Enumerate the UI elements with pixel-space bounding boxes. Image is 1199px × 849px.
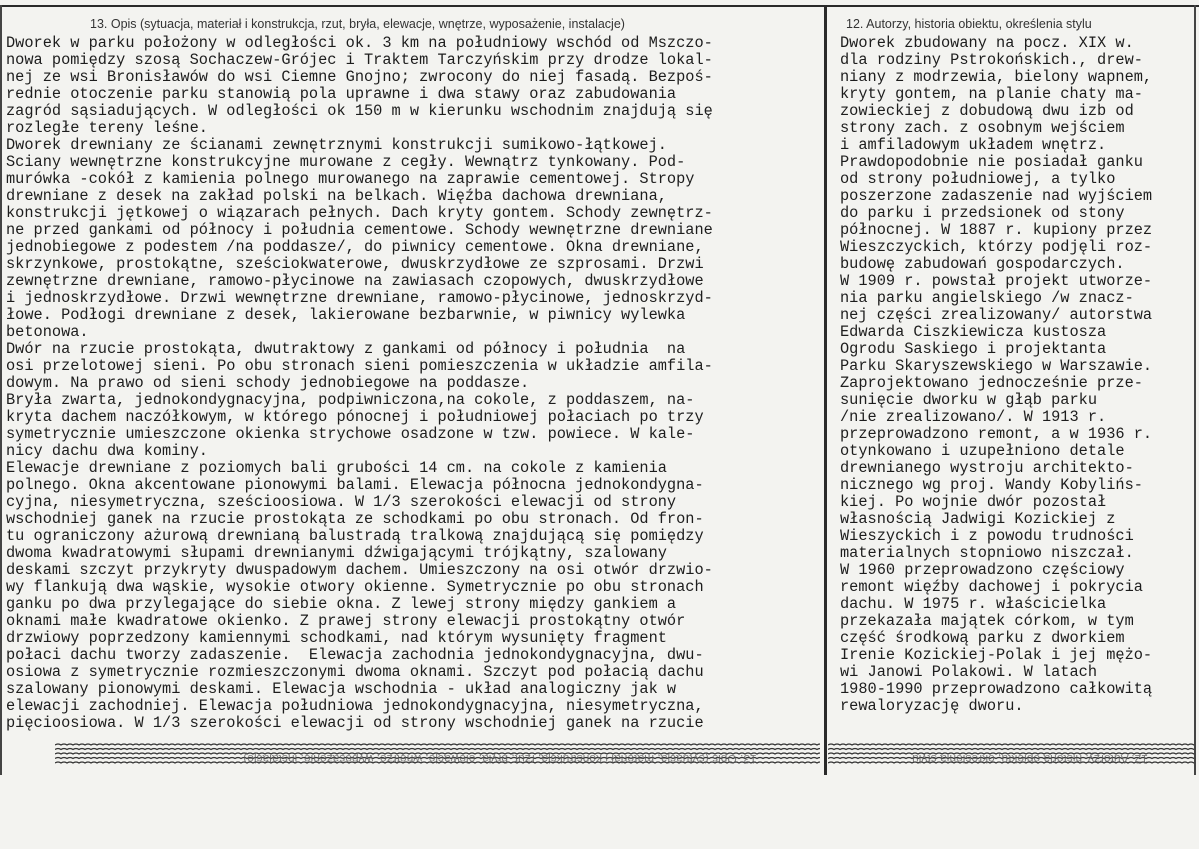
text-line: konstrukcji jętkowej o wiązarach pełnych. Dach kryty gontem. Schody zewnętrz- [6,204,713,222]
text-line: do parku i przedsionek od stony [840,204,1125,222]
text-line: dla rodziny Pstrokońskich., drew- [840,51,1143,69]
text-line: kryty gontem, na planie chaty ma- [840,85,1143,103]
text-line: pięcioosiowa. W 1/3 szerokości elewacji od strony wschodniej ganek na rzucie [6,714,704,732]
text-line: od strony południowej, a tylko [840,170,1116,188]
text-line: deskami szczyt przykryty dwuspadowym dachem. Umieszczony na osi otwór drzwio- [6,561,713,579]
text-line: łowe. Podłogi drewniane z desek, lakierowane bezbarwnie, w piwnicy wylewka [6,306,686,324]
text-line: rednie otoczenie parku stanowią pola uprawne i dwa stawy oraz zabudowania [6,85,677,103]
text-line: dachu. W 1975 r. właścicielka [840,595,1107,613]
text-line: Dworek w parku położony w odległości ok. 3 km na południowy wschód od Mszczo- [6,34,713,52]
text-line: Bryła zwarta, jednokondygnacyjna, podpiwniczona,na cokole, z poddaszem, na- [6,391,695,409]
text-line: Prawdopodobnie nie posiadał ganku [840,153,1143,171]
text-line: i jednoskrzydłowe. Drzwi wewnętrzne drewniane, ramowo-płycinowe, jednoskrzyd- [6,289,713,307]
text-line: nowa pomiędzy szosą Sochaczew-Grójec i Traktem Tarczyńskim przy drodze lokal- [6,51,713,69]
text-line: symetrycznie umieszczone okienka strychowe osadzone w tzw. powiece. W kale- [6,425,695,443]
left-rule [0,5,2,775]
mirrored-heading-left: 13. Opis (sytuacja, materiał i konstrukcja, rzut, bryła, elewacje, wnętrze, wyposażenie, instalacje) [243,752,757,766]
text-line: materialnych stopniowo niszczał. [840,544,1134,562]
text-line: wi Janowi Polakowi. W latach [840,663,1098,681]
text-line: W 1960 przeprowadzono częściowy [840,561,1125,579]
text-line: połaci dachu tworzy zadaszenie. Elewacja zachodnia jednokondygnacyjna, dwu- [6,646,704,664]
text-line: W 1909 r. powstał projekt utworze- [840,272,1153,290]
text-line: murówka -cokół z kamienia polnego murowanego na zaprawie cementowej. Stropy [6,170,695,188]
text-line: osi przelotowej sieni. Po obu stronach sieni pomieszczenia w układzie amfila- [6,357,713,375]
wave-line [55,744,820,745]
text-line: Wieszyckich i z powodu trudności [840,527,1134,545]
text-line: strony zach. z osobnym wejściem [840,119,1125,137]
text-line: poszerzone zadaszenie nad wyjściem [840,187,1153,205]
text-line: Zaprojektowano jednocześnie prze- [840,374,1143,392]
text-line: Parku Skaryszewskiego w Warszawie. [840,357,1153,375]
text-line: część środkową parku z dworkiem [840,629,1125,647]
text-line: Ogrodu Saskiego i projektanta [840,340,1107,358]
text-line: tu ograniczony ażurową drewnianą balustradą tralkową znajdującą się pomiędzy [6,527,704,545]
text-line: nicy dachu dwa kominy. [6,442,208,460]
text-line: ne przed gankami od północy i południa cementowe. Schody wewnętrzne drewniane [6,221,713,239]
text-line: szalowany pionowymi deskami. Elewacja wschodnia - układ analogiczny jak w [6,680,677,698]
text-line: betonowa. [6,323,89,341]
text-line: oknami małe kwadratowe okienko. Z prawej strony elewacji prostokątny otwór [6,612,686,630]
text-line: Dwór na rzucie prostokąta, dwutraktowy z gankami od północy i południa na [6,340,686,358]
text-line: elewacji zachodniej. Elewacja południowa jednokondygnacyjna, niesymetryczna, [6,697,704,715]
text-line: przeprowadzono remont, a w 1936 r. [840,425,1153,443]
text-line: Sciany wewnętrzne konstrukcyjne murowane z cegły. Wewnątrz tynkowany. Pod- [6,153,686,171]
text-line: zagród sąsiadujących. W odległości ok 150 m w kierunku wschodnim znajdują się [6,102,713,120]
text-line: nej ze wsi Bronisławów do wsi Ciemne Gnojno; zwrocony do niej fasadą. Bezpoś- [6,68,713,86]
text-line: niany z modrzewia, bielony wapnem, [840,68,1153,86]
text-line: remont więźby dachowej i pokrycia [840,578,1143,596]
text-line: drewniane z desek na zakład polski na belkach. Więźba dachowa drewniana, [6,187,667,205]
wave-line [828,749,1194,750]
text-line: Irenie Kozickiej-Polak i jej mężo- [840,646,1153,664]
text-line: nia parku angielskiego /w znacz- [840,289,1134,307]
text-line: drewnianego wystroju architekto- [840,459,1134,477]
description-heading: 13. Opis (sytuacja, materiał i konstrukcja, rzut, bryła, elewacje, wnętrze, wyposażenie, instalacje) [90,17,625,31]
text-line: osiowa z symetrycznie rozmieszczonymi dwoma oknami. Szczyt pod połacią dachu [6,663,704,681]
text-line: 1980-1990 przeprowadzono całkowitą [840,680,1153,698]
text-line: ganku po dwa przylegające do siebie okna. Z lewej strony między gankiem a [6,595,677,613]
text-line: rozległe tereny leśne. [6,119,208,137]
history-text [840,35,1194,715]
text-line: Edwarda Ciszkiewicza kustosza [840,323,1107,341]
column-divider [824,5,827,775]
text-line: Elewacje drewniane z poziomych bali grubości 14 cm. na cokole z kamienia [6,459,667,477]
text-line: nicznego wg proj. Wandy Kobylińs- [840,476,1143,494]
history-heading: 12. Autorzy, historia obiektu, określenia stylu [846,17,1092,31]
text-line: zewnętrzne drewniane, ramowo-płycinowe na zawiasach czopowych, dwuskrzydłowe [6,272,704,290]
text-line: dowym. Na prawo od sieni schody jednobiegowe na poddasze. [6,374,530,392]
text-line: rewaloryzację dworu. [840,697,1024,715]
wave-line [55,749,820,750]
text-line: cyjna, niesymetryczna, sześcioosiowa. W 1/3 szerokości elewacji od strony [6,493,677,511]
text-line: jednobiegowe z podestem /na poddasze/, do piwnicy cementowe. Okna drewniane, [6,238,704,256]
text-line: skrzynkowe, prostokątne, sześciokwaterowe, dwuskrzydłowe ze szprosami. Drzwi [6,255,704,273]
text-line: Dworek zbudowany na pocz. XIX w. [840,34,1134,52]
text-line: przekazała majątek córkom, w tym [840,612,1134,630]
mirrored-heading-right: 12. Autorzy, historia obiektu, określenia stylu [912,752,1148,766]
top-rule [0,5,1199,7]
right-rule [1194,5,1196,775]
text-line: dwoma kwadratowymi słupami drewnianymi dźwigającymi trójkątny, szalowany [6,544,667,562]
text-line: kryta dachem naczółkowym, w którego pónocnej i południowej połaciach po trzy [6,408,704,426]
text-line: własnością Jadwigi Kozickiej z [840,510,1116,528]
text-line: nej części zrealizowany/ autorstwa [840,306,1153,324]
text-line: otynkowano i uzupełniono detale [840,442,1125,460]
text-line: kiej. Po wojnie dwór pozostał [840,493,1107,511]
text-line: sunięcie dworku w głąb parku [840,391,1098,409]
text-line: budowę zabudowań gospodarczych. [840,255,1125,273]
text-line: wy flankują dwa wąskie, wysokie otwory okienne. Symetrycznie po obu stronach [6,578,704,596]
text-line: i amfiladowym układem wnętrz. [840,136,1107,154]
text-line: zowieckiej z dobudową dwu izb od [840,102,1134,120]
description-text [6,35,824,732]
text-line: drzwiowy poprzedzony kamiennymi schodkami, nad którym wysunięty fragment [6,629,667,647]
text-line: polnego. Okna akcentowane pionowymi balami. Elewacja północna jednokondygna- [6,476,704,494]
wave-line [828,744,1194,745]
text-line: wschodniej ganek na rzucie prostokąta ze schodkami po obu stronach. Od fron- [6,510,704,528]
text-line: /nie zrealizowano/. W 1913 r. [840,408,1107,426]
text-line: Dworek drewniany ze ścianami zewnętrznymi konstrukcji sumikowo-łątkowej. [6,136,667,154]
text-line: Wieszczyckich, którzy podjęli roz- [840,238,1153,256]
text-line: północnej. W 1887 r. kupiony przez [840,221,1153,239]
